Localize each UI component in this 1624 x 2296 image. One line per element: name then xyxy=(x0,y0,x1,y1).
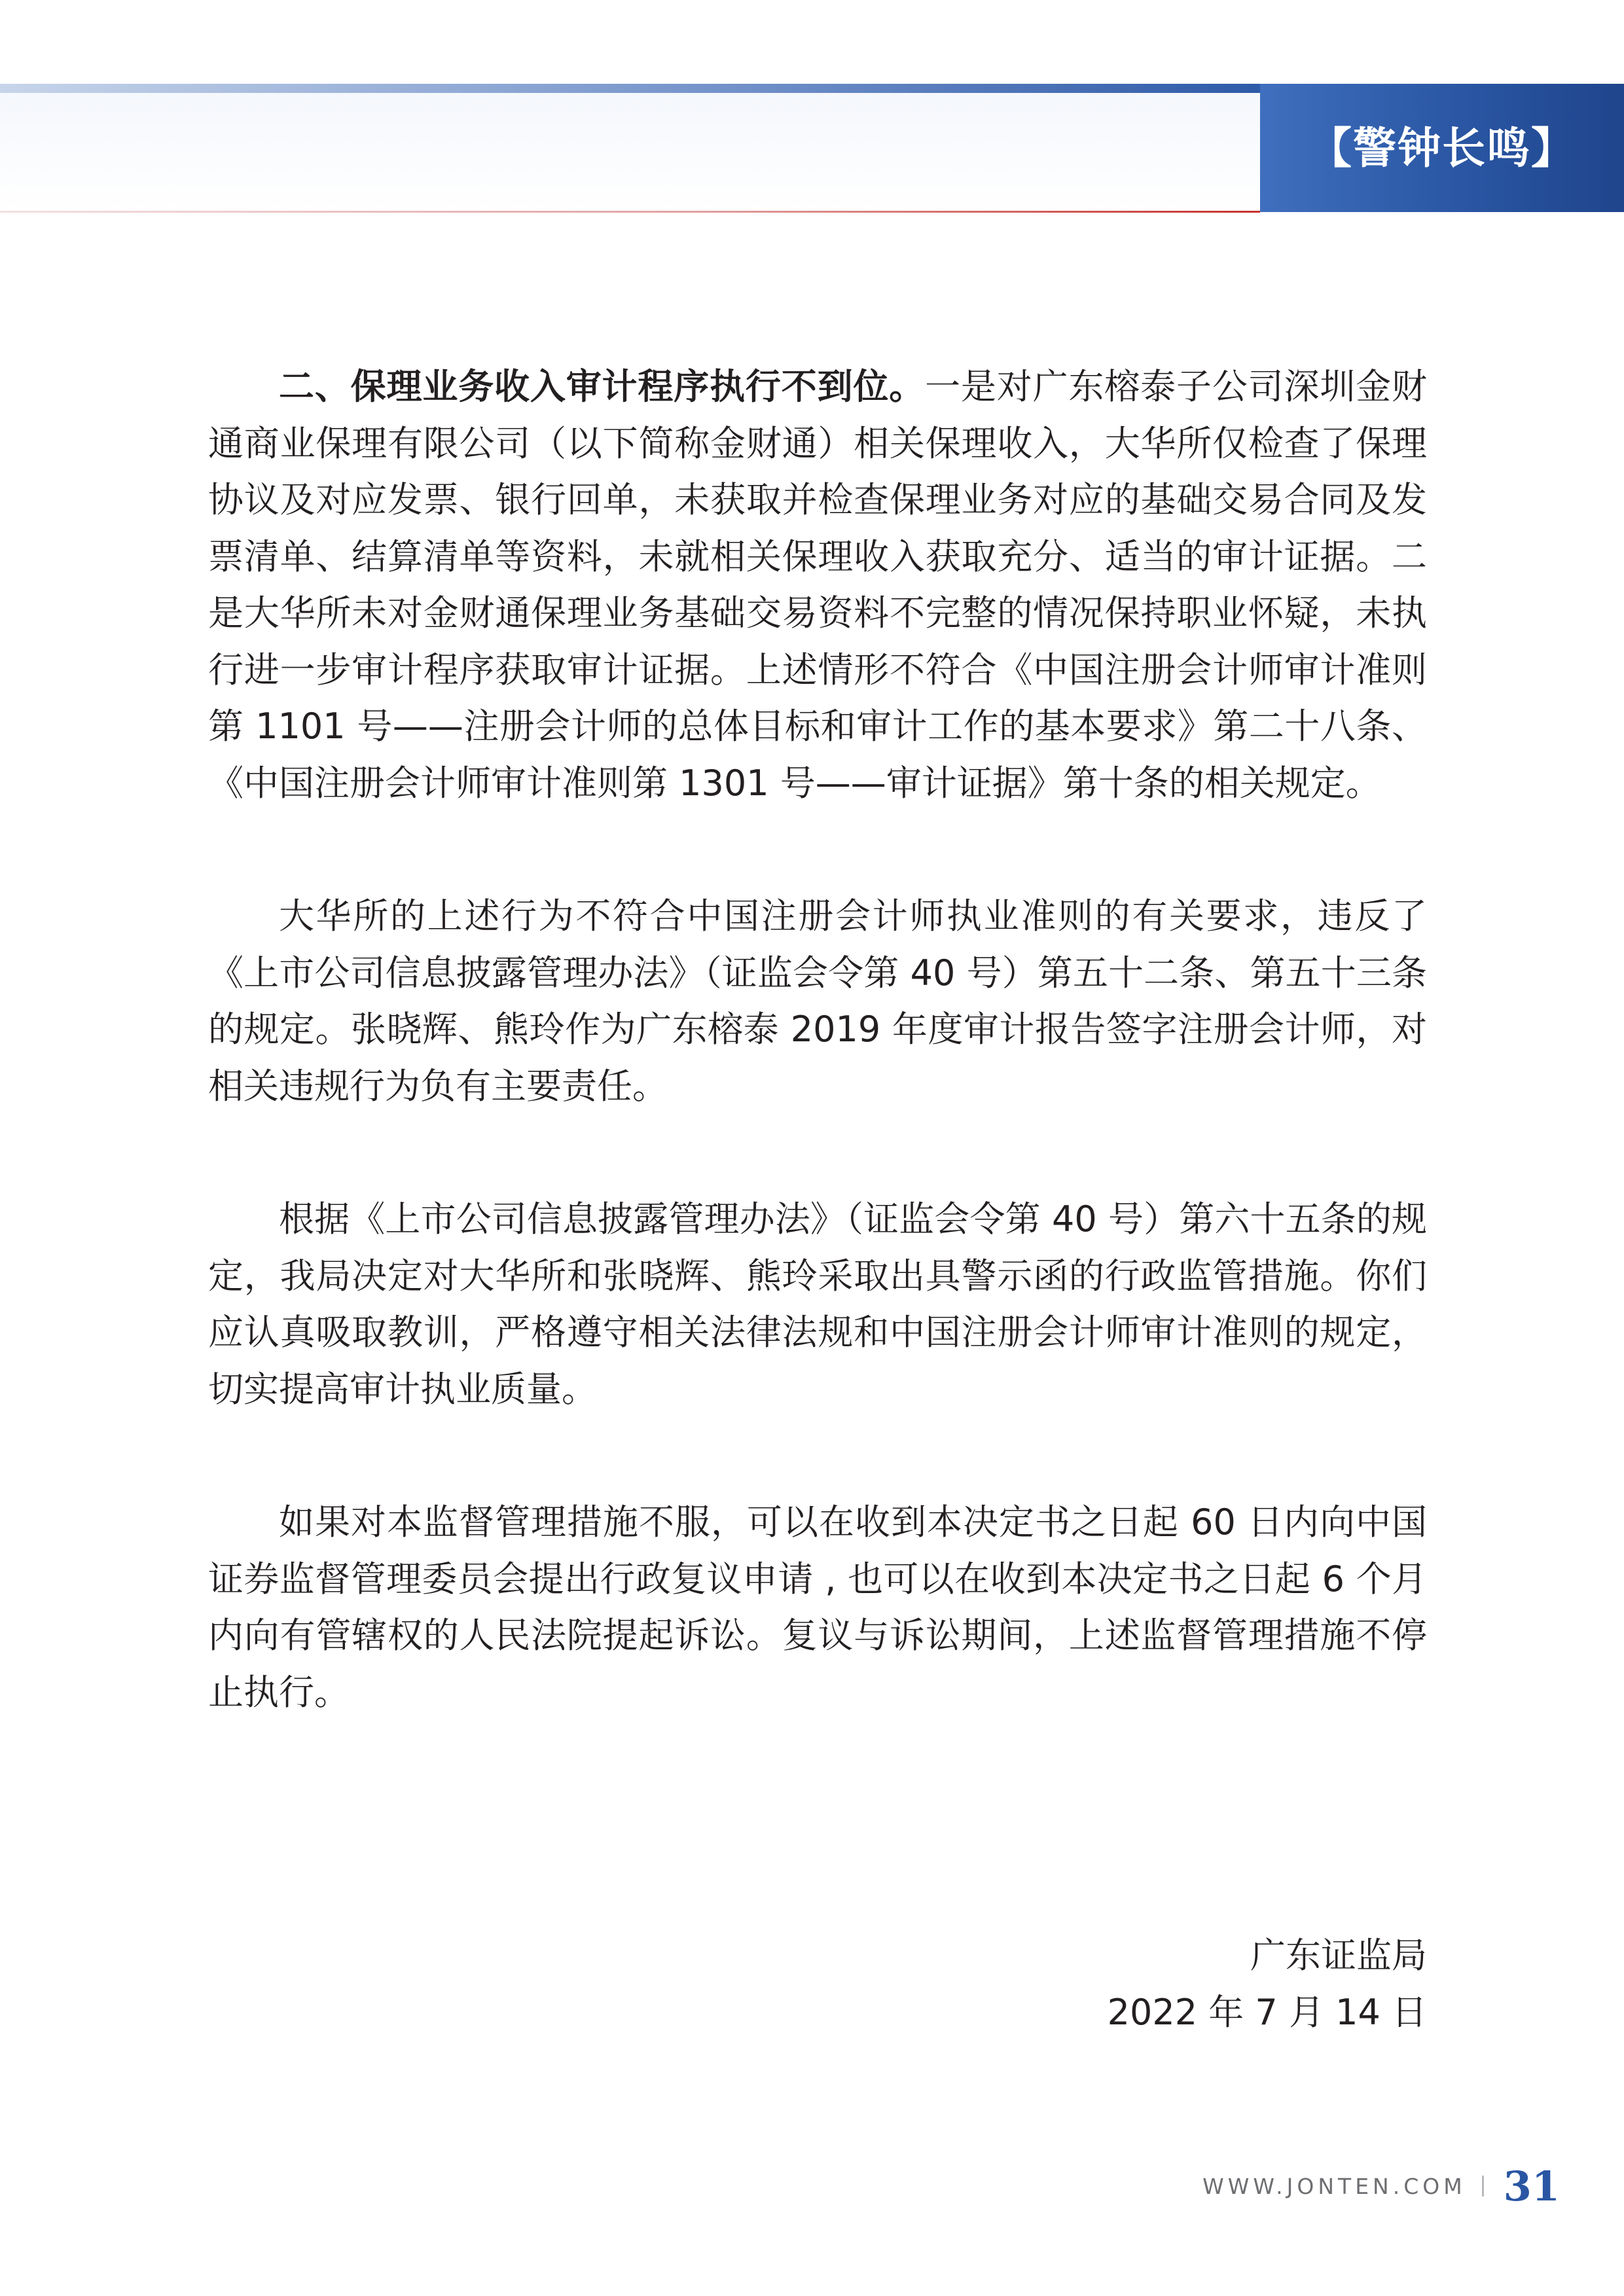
header-top-rule xyxy=(0,84,1260,93)
footer-divider xyxy=(1482,2176,1484,2197)
paragraph-3: 根据《上市公司信息披露管理办法》（证监会令第 40 号）第六十五条的规定，我局决定对大华所和张晓辉、熊玲采取出具警示函的行政监管措施。你们应认真吸取教训，严格遵守相关法律法规和中国注册会计师审计准则的规定，切实提高审计执业质量。 xyxy=(208,1198,1427,1410)
website-url: WWW.JONTEN.COM xyxy=(1202,2173,1466,2199)
paragraph-4: 如果对本监督管理措施不服，可以在收到本决定书之日起 60 日内向中国证券监督管理委员会提出行政复议申请 , 也可以在收到本决定书之日起 6 个月内向有管辖权的人民法院提起诉讼。复议与诉讼期间，上述监督管理措施不停止执行。 xyxy=(208,1501,1427,1713)
issue-date: 2022 年 7 月 14 日 xyxy=(1107,1991,1427,2033)
article-body xyxy=(208,359,1427,1797)
section-heading: 二、保理业务收入审计程序执行不到位。 xyxy=(279,366,926,407)
column-tag: 【警钟长鸣】 xyxy=(1260,84,1624,212)
paragraph-1 xyxy=(208,359,1427,812)
issuer-name: 广东证监局 xyxy=(1250,1935,1427,1976)
page-footer xyxy=(1202,2163,1560,2209)
header-band xyxy=(0,84,1260,212)
page-number: 31 xyxy=(1503,2162,1560,2210)
paragraph-1-text: 一是对广东榕泰子公司深圳金财通商业保理有限公司（以下简称金财通）相关保理收入，大华所仅检查了保理协议及对应发票、银行回单，未获取并检查保理业务对应的基础交易合同及发票清单、结算清单等资料，未就相关保理收入获取充分、适当的审计证据。二是大华所未对金财通保理业务基础交易资料不完整的情况保持职业怀疑，未执行进一步审计程序获取审计证据。上述情形不符合《中国注册会计师审计准则第 1101 号——注册会计师的总体目标和审计工作的基本要求》第二十八条、《中国注册会计师审计准则第 1301 号——审计证据》第十条的相关规定。 xyxy=(208,366,1428,804)
paragraph-2: 大华所的上述行为不符合中国注册会计师执业准则的有关要求，违反了《上市公司信息披露管理办法》（证监会令第 40 号）第五十二条、第五十三条的规定。张晓辉、熊玲作为广东榕泰 2019 年度审计报告签字注册会计师，对相关违规行为负有主要责任。 xyxy=(208,895,1427,1107)
header-bottom-rule xyxy=(0,211,1260,213)
signature-block xyxy=(1108,1928,1427,2041)
